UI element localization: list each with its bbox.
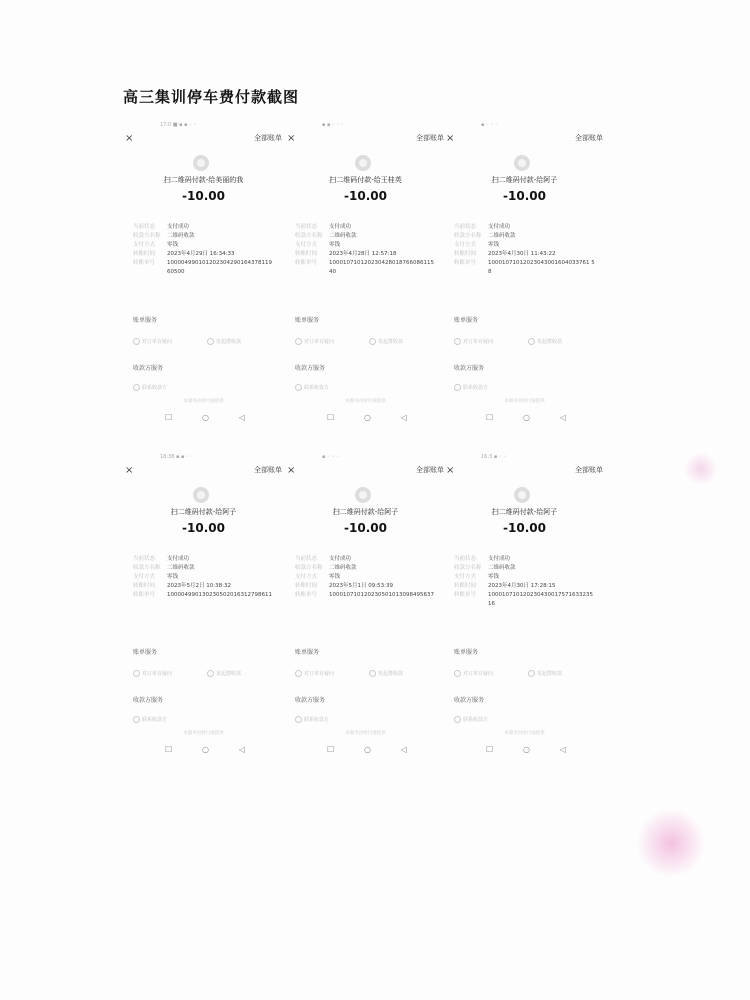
detail-label: 当前状态 <box>295 224 318 230</box>
payment-details <box>133 555 278 600</box>
detail-value: 10001071012023043001757163323516 <box>488 592 593 607</box>
question-button[interactable] <box>133 670 172 677</box>
payment-amount: -10.00 <box>182 521 225 535</box>
detail-label: 支付方式 <box>454 242 477 248</box>
group-collect-button[interactable] <box>369 338 403 345</box>
payment-details <box>133 223 278 277</box>
merchant-avatar-icon <box>355 487 371 503</box>
detail-value: 二维码收款 <box>488 565 516 571</box>
back-icon[interactable]: ◁ <box>559 745 566 754</box>
payee-service-heading: 收款方服务 <box>133 697 164 704</box>
question-label: 对订单有疑问 <box>304 339 335 345</box>
group-collect-label: 发起群收款 <box>537 671 563 677</box>
payment-screenshot <box>446 454 603 757</box>
detail-row-method <box>454 564 599 573</box>
question-button[interactable] <box>133 338 172 345</box>
detail-row-status <box>133 555 278 564</box>
contact-icon <box>133 384 140 391</box>
detail-label: 转账时间 <box>295 583 318 589</box>
detail-label: 当前状态 <box>133 224 156 230</box>
contact-icon <box>454 716 461 723</box>
detail-value: 支付成功 <box>488 224 511 230</box>
detail-label: 支付方式 <box>454 574 477 580</box>
payment-screenshot <box>287 122 444 425</box>
recent-apps-icon[interactable]: ☐ <box>486 745 494 754</box>
detail-value: 2023年4月30日 11:43:22 <box>488 251 556 257</box>
detail-row-way <box>454 241 599 250</box>
home-icon[interactable]: ○ <box>202 413 209 422</box>
detail-row-order <box>295 259 440 277</box>
status-bar: ▪ ◦ ◦ ◦ <box>481 122 499 128</box>
document-title: 高三集训停车费付款截图 <box>123 88 300 106</box>
question-label: 对订单有疑问 <box>304 671 335 677</box>
home-icon[interactable]: ○ <box>364 745 371 754</box>
red-stamp-mark-small <box>684 452 718 486</box>
android-nav-bar <box>327 413 407 422</box>
service-provider-hint: 本服务由财付通提供 <box>345 731 386 736</box>
question-icon <box>295 338 302 345</box>
status-bar: ▪ ◦ ◦ ◦ <box>322 454 340 460</box>
question-icon <box>133 670 140 677</box>
recent-apps-icon[interactable]: ☐ <box>165 745 173 754</box>
group-icon <box>369 670 376 677</box>
group-collect-button[interactable] <box>369 670 403 677</box>
merchant-name: 扫二维码付款-给王桂英 <box>329 176 402 184</box>
detail-row-method <box>133 232 278 241</box>
merchant-avatar-icon <box>193 155 209 171</box>
detail-row-way <box>295 573 440 582</box>
payment-amount: -10.00 <box>182 189 225 203</box>
detail-value: 二维码收款 <box>167 233 195 239</box>
detail-value: 支付成功 <box>167 224 190 230</box>
detail-label: 当前状态 <box>454 224 477 230</box>
bill-service-heading: 账单服务 <box>295 649 320 656</box>
bill-service-heading: 账单服务 <box>133 317 158 324</box>
merchant-name: 扫二维码付款-给美丽的我 <box>163 176 244 184</box>
detail-label: 转账时间 <box>454 251 477 257</box>
recent-apps-icon[interactable]: ☐ <box>165 413 173 422</box>
detail-label: 当前状态 <box>133 556 156 562</box>
question-button[interactable] <box>295 670 334 677</box>
question-icon <box>133 338 140 345</box>
payment-amount: -10.00 <box>344 189 387 203</box>
detail-row-way <box>133 573 278 582</box>
detail-value: 二维码收款 <box>329 233 357 239</box>
merchant-avatar-icon <box>355 155 371 171</box>
detail-value: 100010710120230428018766086115 40 <box>329 260 434 275</box>
question-label: 对订单有疑问 <box>463 671 494 677</box>
contact-payee-label: 联系收款方 <box>304 385 330 391</box>
group-icon <box>369 338 376 345</box>
detail-label: 支付方式 <box>295 242 318 248</box>
payment-details <box>454 223 599 277</box>
detail-row-order <box>133 591 278 600</box>
detail-row-status <box>133 223 278 232</box>
payee-service-heading: 收款方服务 <box>454 365 485 372</box>
detail-value: 支付成功 <box>329 224 352 230</box>
detail-row-way <box>454 573 599 582</box>
detail-label: 转账单号 <box>454 592 477 598</box>
contact-icon <box>133 716 140 723</box>
detail-row-method <box>133 564 278 573</box>
contact-payee-button[interactable] <box>133 384 167 391</box>
detail-value: 零钱 <box>488 242 500 248</box>
detail-value: 零钱 <box>488 574 500 580</box>
payment-screenshot <box>125 454 282 757</box>
payment-amount: -10.00 <box>344 521 387 535</box>
detail-row-time <box>295 250 440 259</box>
detail-label: 当前状态 <box>454 556 477 562</box>
all-bills-link[interactable]: 全部账单 <box>575 134 603 142</box>
service-provider-hint: 本服务由财付通提供 <box>504 399 545 404</box>
question-icon <box>454 338 461 345</box>
red-stamp-mark <box>636 808 706 878</box>
detail-value: 支付成功 <box>167 556 190 562</box>
group-collect-label: 发起群收款 <box>537 339 563 345</box>
android-nav-bar <box>486 745 566 754</box>
contact-icon <box>454 384 461 391</box>
android-nav-bar <box>486 413 566 422</box>
detail-row-time <box>133 582 278 591</box>
detail-label: 支付方式 <box>295 574 318 580</box>
contact-payee-button[interactable] <box>295 384 329 391</box>
all-bills-link[interactable]: 全部账单 <box>416 134 444 142</box>
payment-details <box>295 555 440 600</box>
home-icon[interactable]: ○ <box>523 745 530 754</box>
detail-value: 零钱 <box>167 242 179 248</box>
detail-label: 转账时间 <box>133 583 156 589</box>
detail-label: 收款方名称 <box>133 233 161 239</box>
detail-label: 收款方名称 <box>295 565 323 571</box>
detail-label: 转账时间 <box>133 251 156 257</box>
detail-row-way <box>295 241 440 250</box>
close-icon[interactable]: × <box>287 133 296 144</box>
detail-label: 转账单号 <box>295 592 318 598</box>
detail-value: 2023年5月1日 09:53:39 <box>329 583 393 589</box>
detail-value: 支付成功 <box>329 556 352 562</box>
status-bar: 17:0 ■ ▪ ▪ ◦ ◦ <box>160 122 197 128</box>
group-icon <box>528 338 535 345</box>
status-bar: 18:38 ▪ ▪ ◦ ◦ <box>160 454 194 460</box>
question-icon <box>454 670 461 677</box>
detail-label: 收款方名称 <box>295 233 323 239</box>
all-bills-link[interactable]: 全部账单 <box>254 466 282 474</box>
status-bar: ▪ ▪ ◦ ◦ ◦ <box>322 122 344 128</box>
detail-row-time <box>454 250 599 259</box>
contact-payee-label: 联系收款方 <box>142 385 168 391</box>
bill-service-heading: 账单服务 <box>454 317 479 324</box>
detail-row-method <box>295 564 440 573</box>
detail-label: 转账单号 <box>295 260 318 266</box>
contact-payee-button[interactable] <box>454 716 488 723</box>
detail-value: 10000499010120230429016437811960500 <box>167 260 272 275</box>
detail-label: 收款方名称 <box>454 565 482 571</box>
contact-payee-label: 联系收款方 <box>142 717 168 723</box>
group-collect-label: 发起群收款 <box>216 671 242 677</box>
detail-value: 零钱 <box>329 574 341 580</box>
group-collect-button[interactable] <box>528 338 562 345</box>
detail-label: 支付方式 <box>133 242 156 248</box>
detail-value: 二维码收款 <box>329 565 357 571</box>
question-button[interactable] <box>295 338 334 345</box>
detail-row-way <box>133 241 278 250</box>
detail-value: 2023年4月29日 16:34:33 <box>167 251 235 257</box>
question-label: 对订单有疑问 <box>142 671 173 677</box>
service-provider-hint: 本服务由财付通提供 <box>504 731 545 736</box>
payee-service-heading: 收款方服务 <box>295 365 326 372</box>
detail-value: 零钱 <box>329 242 341 248</box>
detail-value: 100010710120230501013098495637 <box>329 592 434 598</box>
detail-value: 100004990130230502016312798611 <box>167 592 272 598</box>
question-label: 对订单有疑问 <box>463 339 494 345</box>
group-collect-label: 发起群收款 <box>216 339 242 345</box>
close-icon[interactable]: × <box>446 133 455 144</box>
contact-payee-label: 联系收款方 <box>463 385 489 391</box>
merchant-name: 扫二维码付款-给阿子 <box>332 508 399 516</box>
home-icon[interactable]: ○ <box>523 413 530 422</box>
back-icon[interactable]: ◁ <box>238 413 245 422</box>
detail-value: 2023年5月2日 10:38:32 <box>167 583 231 589</box>
contact-payee-label: 联系收款方 <box>304 717 330 723</box>
merchant-name: 扫二维码付款-给阿子 <box>491 508 558 516</box>
detail-label: 转账时间 <box>454 583 477 589</box>
detail-label: 收款方名称 <box>454 233 482 239</box>
detail-value: 二维码收款 <box>488 233 516 239</box>
detail-row-order <box>454 259 599 277</box>
close-icon[interactable]: × <box>287 465 296 476</box>
merchant-avatar-icon <box>514 155 530 171</box>
all-bills-link[interactable]: 全部账单 <box>254 134 282 142</box>
detail-label: 收款方名称 <box>133 565 161 571</box>
back-icon[interactable]: ◁ <box>400 413 407 422</box>
payment-details <box>295 223 440 277</box>
detail-value: 二维码收款 <box>167 565 195 571</box>
group-icon <box>207 670 214 677</box>
detail-label: 当前状态 <box>295 556 318 562</box>
detail-value: 支付成功 <box>488 556 511 562</box>
bill-service-heading: 账单服务 <box>295 317 320 324</box>
detail-row-status <box>454 555 599 564</box>
payment-screenshot <box>287 454 444 757</box>
detail-value: 2023年4月28日 12:57:18 <box>329 251 397 257</box>
android-nav-bar <box>165 413 245 422</box>
android-nav-bar <box>165 745 245 754</box>
detail-row-status <box>295 555 440 564</box>
payment-amount: -10.00 <box>503 521 546 535</box>
question-label: 对订单有疑问 <box>142 339 173 345</box>
service-provider-hint: 本服务由财付通提供 <box>183 399 224 404</box>
detail-row-method <box>295 232 440 241</box>
payment-details <box>454 555 599 609</box>
contact-icon <box>295 384 302 391</box>
question-button[interactable] <box>454 338 493 345</box>
recent-apps-icon[interactable]: ☐ <box>327 413 335 422</box>
close-icon[interactable]: × <box>125 133 134 144</box>
service-provider-hint: 本服务由财付通提供 <box>183 731 224 736</box>
group-collect-button[interactable] <box>207 338 241 345</box>
bill-service-heading: 账单服务 <box>454 649 479 656</box>
contact-icon <box>295 716 302 723</box>
group-collect-button[interactable] <box>207 670 241 677</box>
payee-service-heading: 收款方服务 <box>295 697 326 704</box>
group-icon <box>528 670 535 677</box>
merchant-name: 扫二维码付款-给阿子 <box>491 176 558 184</box>
detail-value: 10001071012023043001604033761 58 <box>488 260 595 275</box>
detail-label: 转账时间 <box>295 251 318 257</box>
question-button[interactable] <box>454 670 493 677</box>
detail-label: 转账单号 <box>133 260 156 266</box>
question-icon <box>295 670 302 677</box>
recent-apps-icon[interactable]: ☐ <box>327 745 335 754</box>
detail-label: 支付方式 <box>133 574 156 580</box>
recent-apps-icon[interactable]: ☐ <box>486 413 494 422</box>
group-icon <box>207 338 214 345</box>
contact-payee-button[interactable] <box>295 716 329 723</box>
back-icon[interactable]: ◁ <box>559 413 566 422</box>
detail-row-order <box>133 259 278 277</box>
contact-payee-button[interactable] <box>133 716 167 723</box>
detail-row-order <box>295 591 440 600</box>
detail-row-method <box>454 232 599 241</box>
contact-payee-label: 联系收款方 <box>463 717 489 723</box>
back-icon[interactable]: ◁ <box>238 745 245 754</box>
payment-amount: -10.00 <box>503 189 546 203</box>
detail-value: 零钱 <box>167 574 179 580</box>
merchant-name: 扫二维码付款-给阿子 <box>170 508 237 516</box>
detail-label: 转账单号 <box>454 260 477 266</box>
home-icon[interactable]: ○ <box>364 413 371 422</box>
detail-row-time <box>133 250 278 259</box>
detail-row-status <box>454 223 599 232</box>
status-bar: 16:3 ▪ ◦ ◦ <box>481 454 507 460</box>
detail-row-time <box>454 582 599 591</box>
merchant-avatar-icon <box>514 487 530 503</box>
payee-service-heading: 收款方服务 <box>133 365 164 372</box>
merchant-avatar-icon <box>193 487 209 503</box>
back-icon[interactable]: ◁ <box>400 745 407 754</box>
close-icon[interactable]: × <box>125 465 134 476</box>
detail-row-time <box>295 582 440 591</box>
android-nav-bar <box>327 745 407 754</box>
detail-value: 2023年4月30日 17:28:15 <box>488 583 556 589</box>
all-bills-link[interactable]: 全部账单 <box>416 466 444 474</box>
payment-screenshot <box>125 122 282 425</box>
all-bills-link[interactable]: 全部账单 <box>575 466 603 474</box>
payee-service-heading: 收款方服务 <box>454 697 485 704</box>
detail-row-order <box>454 591 599 609</box>
bill-service-heading: 账单服务 <box>133 649 158 656</box>
group-collect-label: 发起群收款 <box>378 671 404 677</box>
contact-payee-button[interactable] <box>454 384 488 391</box>
service-provider-hint: 本服务由财付通提供 <box>345 399 386 404</box>
group-collect-label: 发起群收款 <box>378 339 404 345</box>
detail-label: 转账单号 <box>133 592 156 598</box>
detail-row-status <box>295 223 440 232</box>
payment-screenshot <box>446 122 603 425</box>
group-collect-button[interactable] <box>528 670 562 677</box>
close-icon[interactable]: × <box>446 465 455 476</box>
home-icon[interactable]: ○ <box>202 745 209 754</box>
